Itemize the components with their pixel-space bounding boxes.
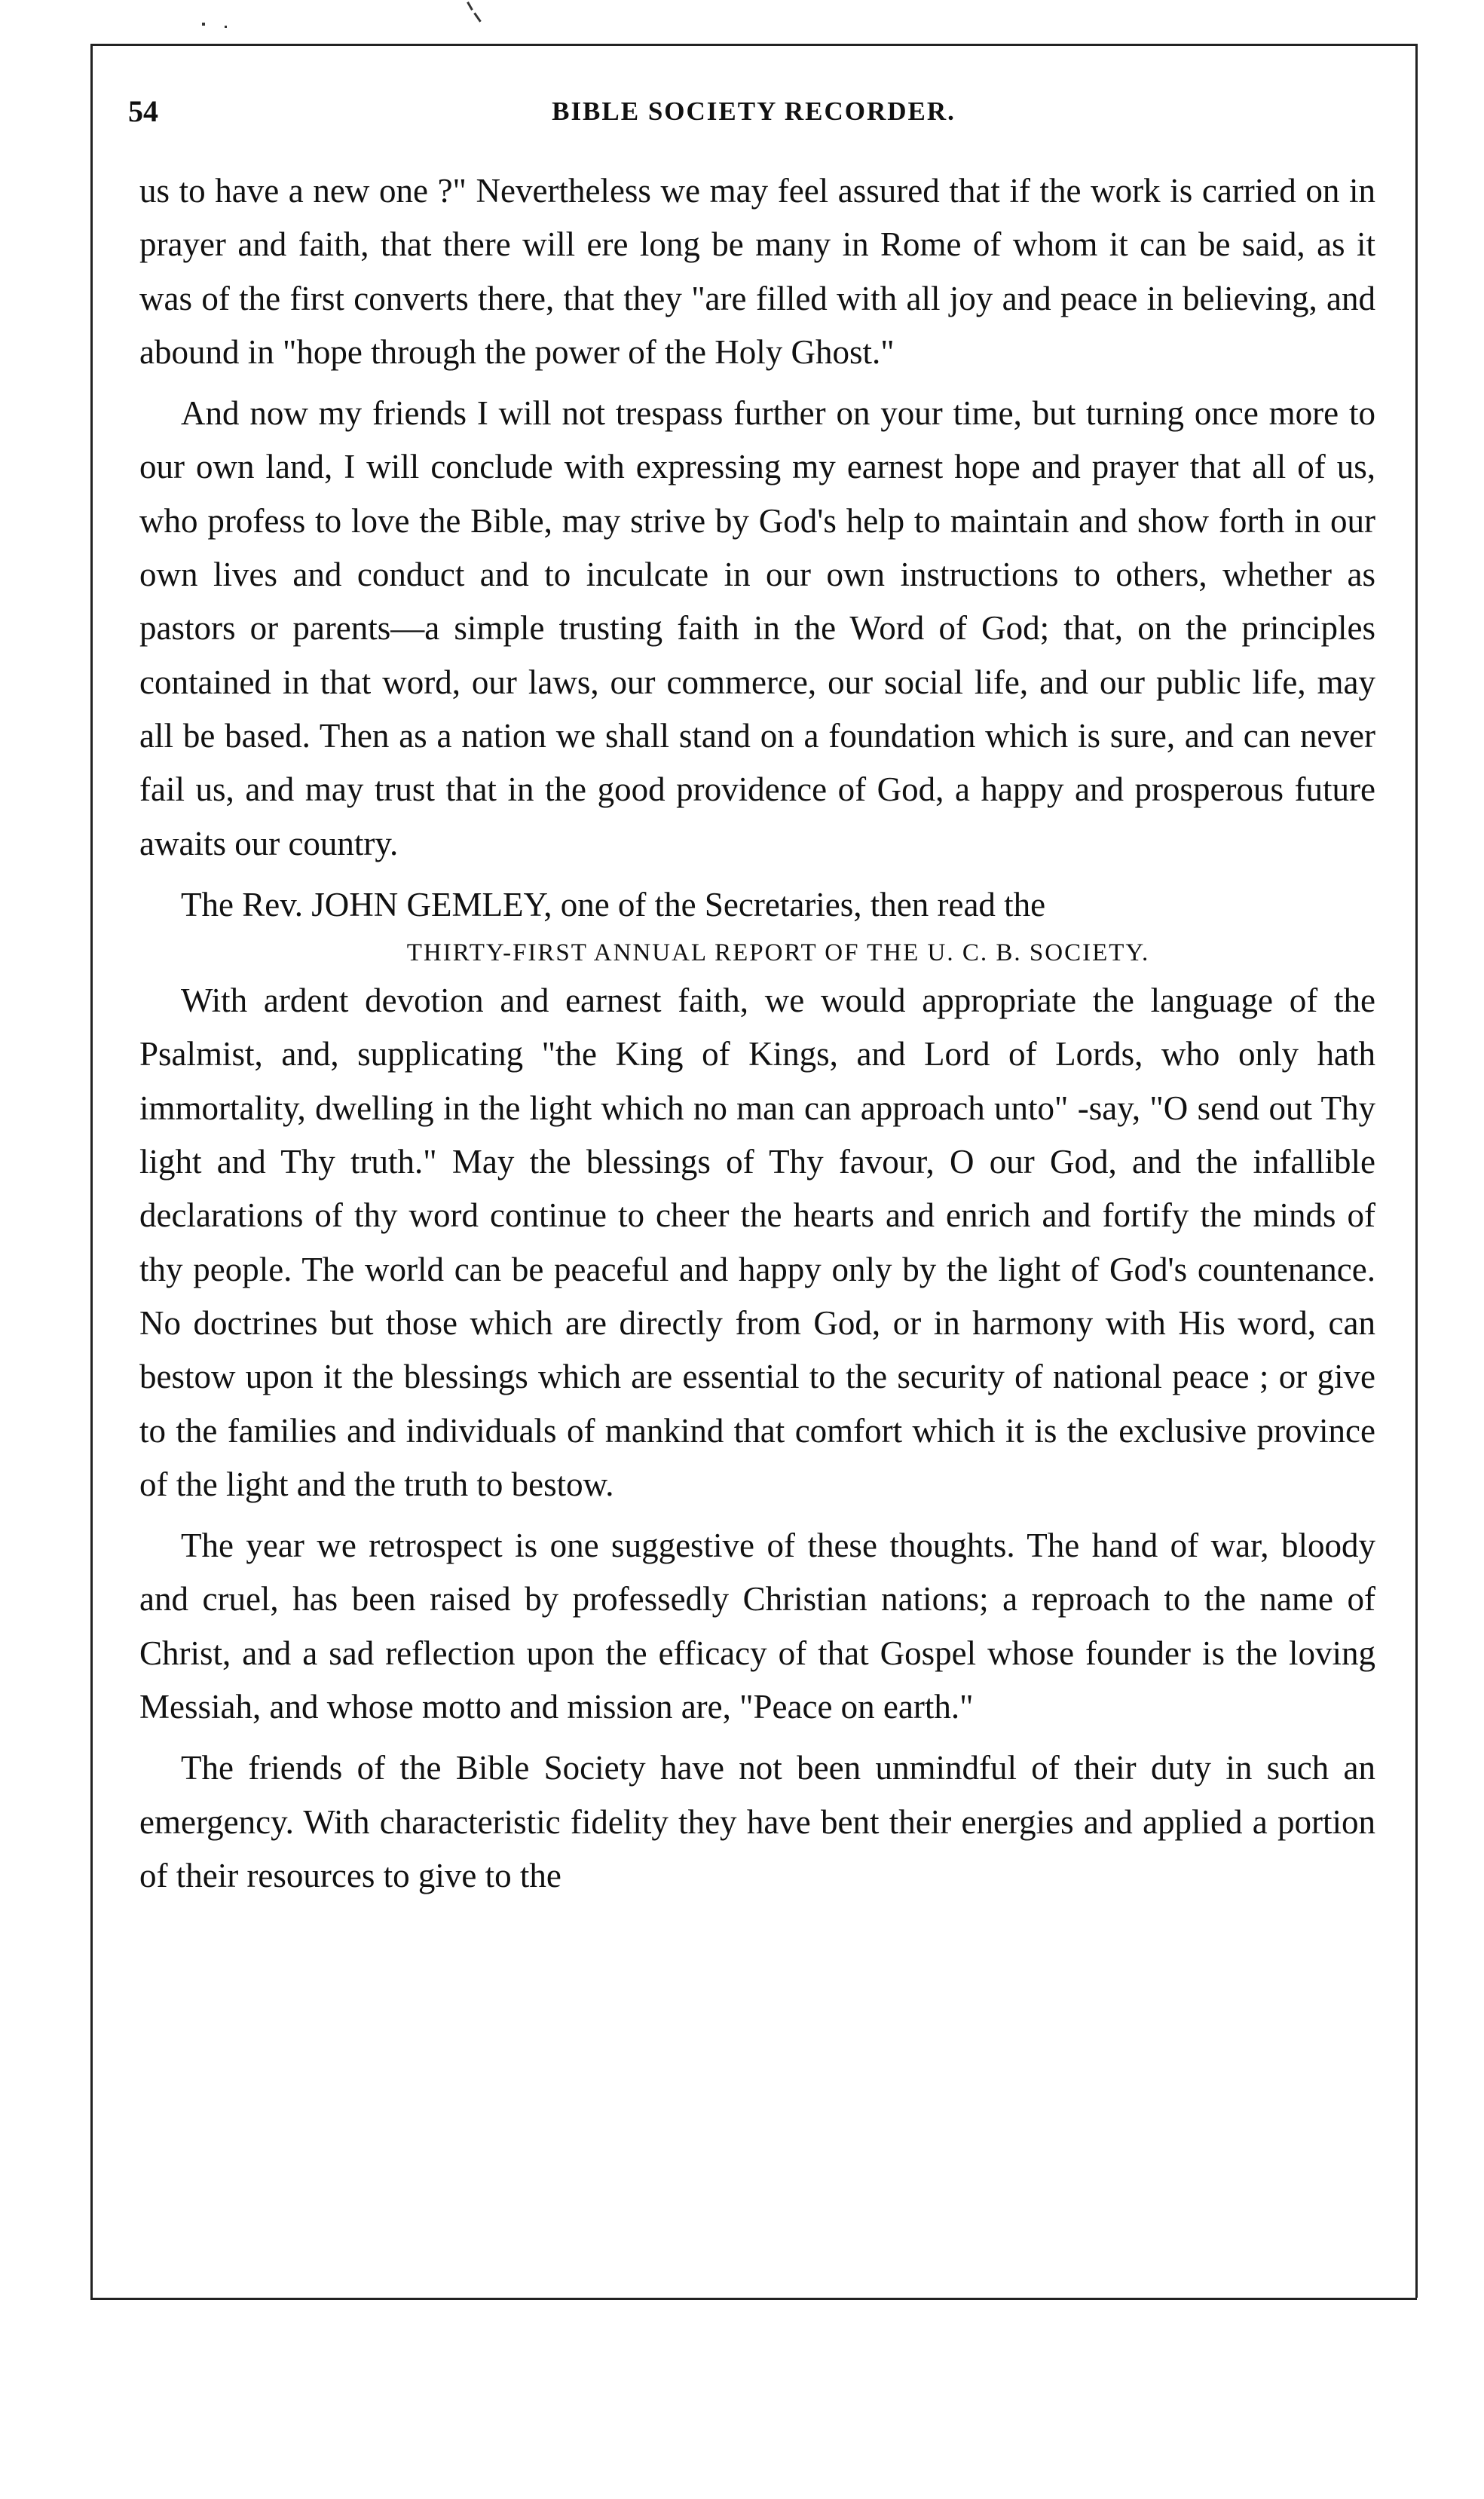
page-frame-top-rule — [90, 44, 1417, 46]
scan-speck — [467, 2, 473, 11]
running-title: BIBLE SOCIETY RECORDER. — [552, 96, 956, 126]
scan-speck — [202, 23, 205, 26]
paragraph: With ardent devotion and earnest faith, we would appropriate the language of the Psalmist, and, supplicating "the King of Kings, and Lord of Lords, who only hath immortality, dwelling in the light which no man can approach unto" -say, "O send out Thy light and Thy truth." May the blessings of Thy favour, O our God, and the infallible declarations of thy word continue to cheer the hearts and enrich and fortify the minds of thy people. The world can be peaceful and happy only by the light of God's countenance. No doctrines but those which are directly from God, or in harmony with His word, can bestow upon it the blessings which are essential to the security of national peace ; or give to the families and individuals of mankind that comfort which it is the exclusive province of the light and the truth to bestow. — [139, 982, 1375, 1503]
section-heading: THIRTY-FIRST ANNUAL REPORT OF THE U. C. B. SOCIETY. — [406, 939, 1150, 967]
page-frame-right-rule — [1415, 44, 1418, 2298]
page-frame-bottom-rule — [90, 2298, 1417, 2300]
scan-speck — [473, 12, 481, 22]
page-frame-left-rule — [90, 44, 93, 2298]
running-head — [128, 89, 1379, 134]
paragraph: The friends of the Bible Society have not been unmindful of their duty in such an emergency. With characteristic fidelity they have bent their energies and applied a portion of their resources to give to the — [139, 1749, 1375, 1894]
paragraph: And now my friends I will not trespass further on your time, but turning once more to our own land, I will conclude with expressing my earnest hope and prayer that all of us, who profess to love the Bible, may strive by God's help to maintain and show forth in our own lives and conduct and to inculcate in our own instructions to others, whether as pastors or parents—a simple trusting faith in the Word of God; that, on the principles contained in that word, our laws, our commerce, our social life, and our public life, may all be based. Then as a nation we shall stand on a foundation which is sure, and can never fail us, and may trust that in the good providence of God, a happy and prosperous future awaits our country. — [139, 394, 1375, 862]
text-block — [139, 164, 1375, 1903]
page-number: 54 — [128, 94, 158, 128]
paragraph: us to have a new one ?" Nevertheless we may feel assured that if the work is carried on in prayer and faith, that there will ere long be many in Rome of whom it can be said, as it was of the first converts there, that they "are filled with all joy and peace in believing, and abound in "hope through the power of the Holy Ghost." — [139, 172, 1375, 371]
scan-speck — [225, 26, 227, 28]
paragraph: The year we retrospect is one suggestive of these thoughts. The hand of war, bloody and cruel, has been raised by professedly Christian nations; a reproach to the name of Christ, and a sad reflection upon the efficacy of that Gospel whose founder is the loving Messiah, and whose motto and mission are, "Peace on earth." — [139, 1527, 1375, 1726]
paragraph: The Rev. JOHN GEMLEY, one of the Secretaries, then read the — [181, 885, 1046, 923]
